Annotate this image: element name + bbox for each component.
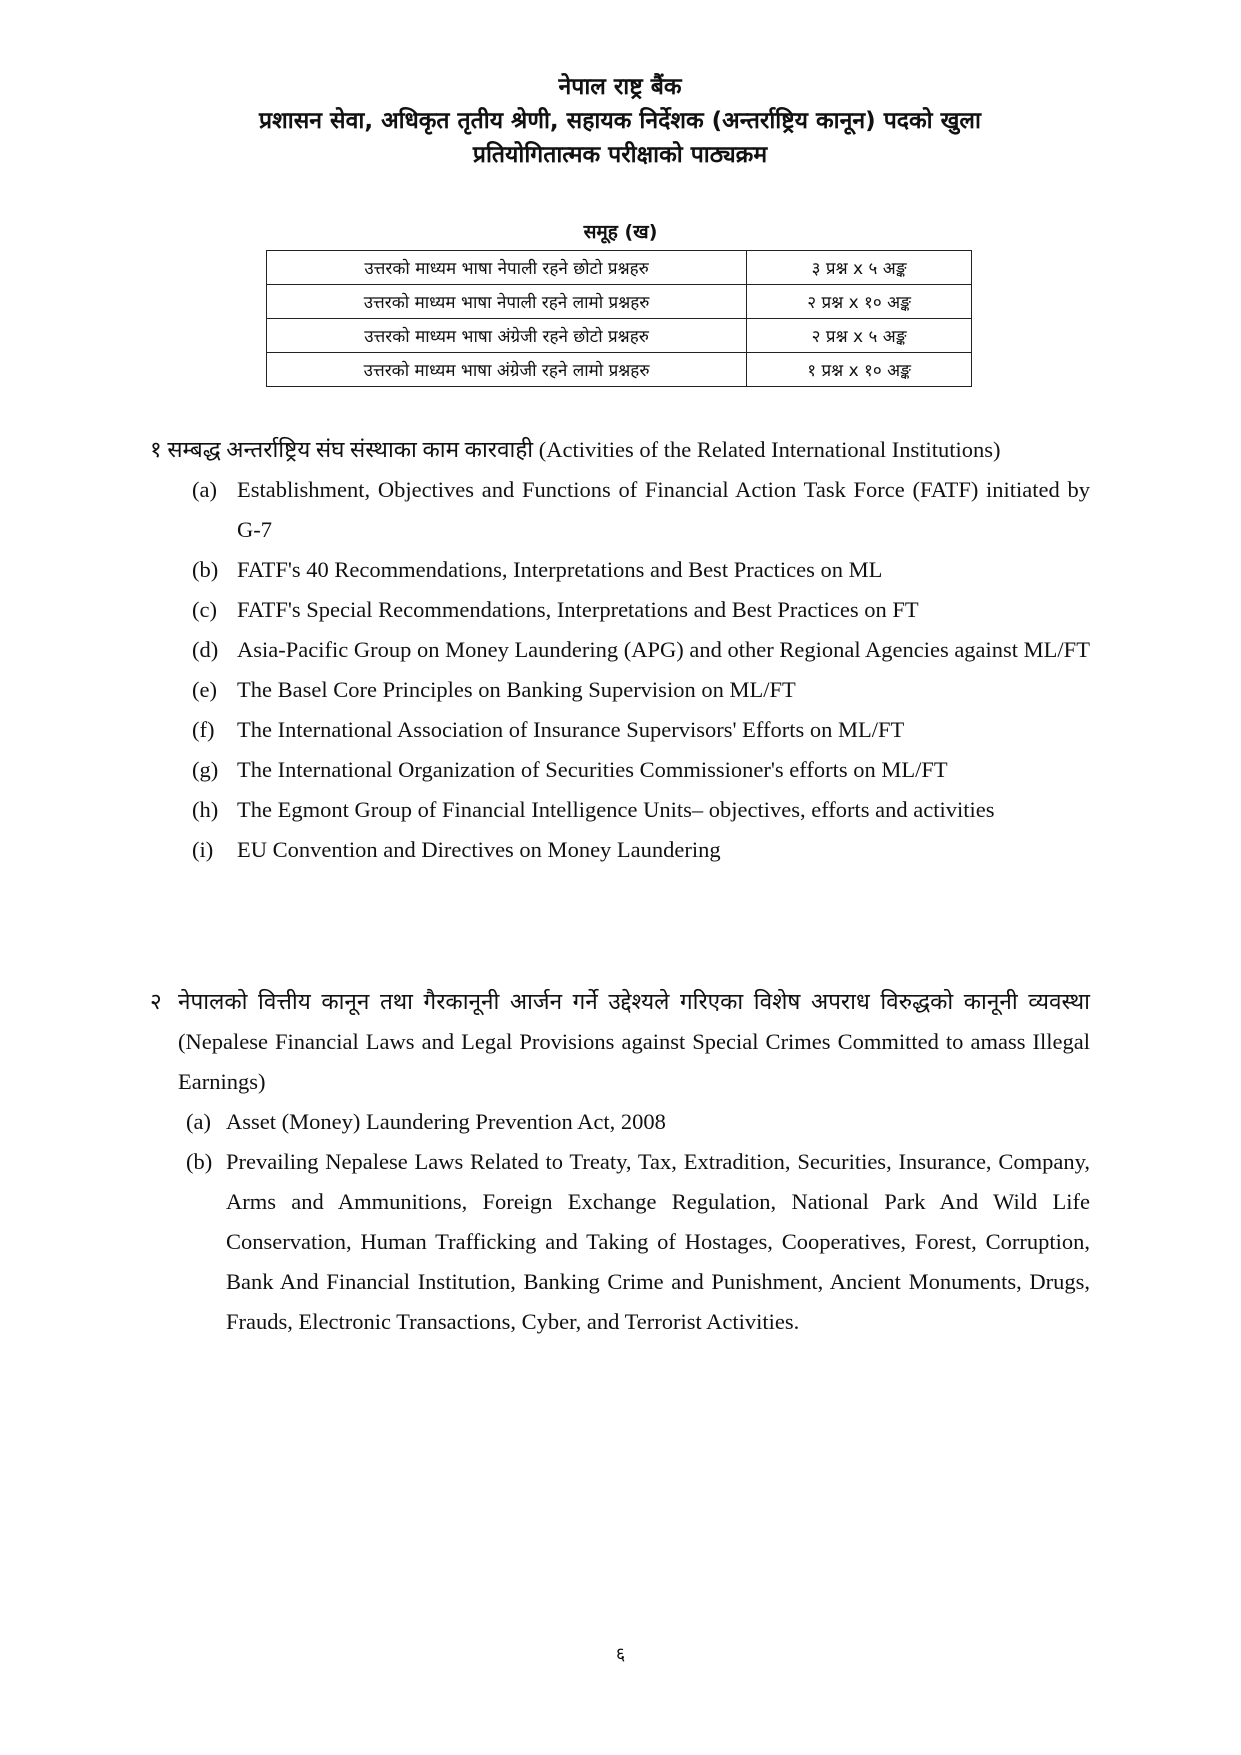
item-label: (a): [186, 1109, 211, 1134]
item-label: (c): [192, 597, 217, 622]
section-2-heading-text: नेपालको वित्तीय कानून तथा गैरकानूनी आर्जन गर्ने उद्देश्यले गरिएका विशेष अपराध विरुद्धको कानूनी व्यवस्था (Nepalese Financial Laws and Legal Provisions against Special Crimes Committed to amass Illegal Earnings): [178, 989, 1090, 1094]
marks-cell: ३ प्रश्न x ५ अङ्क: [747, 251, 972, 285]
section-2: [150, 982, 1090, 1342]
item-label: (d): [192, 637, 219, 662]
section-1-heading: १ सम्बद्ध अन्तर्राष्ट्रिय संघ संस्थाका काम कारवाही (Activities of the Related International Institutions): [150, 437, 1001, 462]
question-type-cell: उत्तरको माध्यम भाषा नेपाली रहने छोटो प्रश्नहरु: [267, 251, 747, 285]
table-row: [267, 285, 972, 319]
section-1-list: [192, 470, 1090, 870]
item-text: The Basel Core Principles on Banking Supervision on ML/FT: [237, 677, 796, 702]
list-item: [192, 630, 1090, 670]
section-2-number: २: [150, 989, 162, 1014]
marks-table: [266, 250, 972, 387]
section-2-list: [186, 1102, 1090, 1342]
header-organization: नेपाल राष्ट्र बैंक: [558, 74, 682, 100]
table-row: [267, 319, 972, 353]
marks-cell: १ प्रश्न x १० अङ्क: [747, 353, 972, 387]
list-item: [186, 1102, 1090, 1142]
document-header: [150, 70, 1090, 172]
page-number: ६: [615, 1644, 626, 1665]
item-text: Asia-Pacific Group on Money Laundering (APG) and other Regional Agencies against ML/FT: [237, 637, 1090, 662]
list-item: [192, 830, 1090, 870]
item-label: (b): [186, 1149, 213, 1174]
list-item: [192, 670, 1090, 710]
question-type-cell: उत्तरको माध्यम भाषा अंग्रेजी रहने लामो प्रश्नहरु: [267, 353, 747, 387]
marks-cell: २ प्रश्न x ५ अङ्क: [747, 319, 972, 353]
list-item: [192, 590, 1090, 630]
item-text: Prevailing Nepalese Laws Related to Treaty, Tax, Extradition, Securities, Insurance, Company, Arms and Ammunitions, Foreign Exchange Regulation, National Park And Wild Life Conservation, Human Trafficking and Taking of Hostages, Cooperatives, Forest, Corruption, Bank And Financial Institution, Banking Crime and Punishment, Ancient Monuments, Drugs, Frauds, Electronic Transactions, Cyber, and Terrorist Activities.: [226, 1149, 1090, 1334]
header-title: प्रशासन सेवा, अधिकृत तृतीय श्रेणी, सहायक निर्देशक (अन्तर्राष्ट्रिय कानून) पदको खुला: [259, 108, 981, 134]
item-label: (e): [192, 677, 217, 702]
item-label: (i): [192, 837, 214, 862]
section-1: [150, 430, 1090, 870]
item-label: (h): [192, 797, 219, 822]
list-item: [192, 790, 1090, 830]
item-text: Establishment, Objectives and Functions of Financial Action Task Force (FATF) initiated by G-7: [237, 477, 1090, 542]
list-item: [192, 710, 1090, 750]
item-text: FATF's Special Recommendations, Interpretations and Best Practices on FT: [237, 597, 919, 622]
item-text: EU Convention and Directives on Money Laundering: [237, 837, 721, 862]
header-subtitle: प्रतियोगितात्मक परीक्षाको पाठ्यक्रम: [472, 142, 768, 168]
item-text: The International Organization of Securities Commissioner's efforts on ML/FT: [237, 757, 948, 782]
group-title: समूह (ख): [583, 221, 658, 243]
table-row: [267, 353, 972, 387]
item-label: (g): [192, 757, 219, 782]
list-item: [192, 750, 1090, 790]
question-type-cell: उत्तरको माध्यम भाषा नेपाली रहने लामो प्रश्नहरु: [267, 285, 747, 319]
item-text: The International Association of Insurance Supervisors' Efforts on ML/FT: [237, 717, 905, 742]
item-text: FATF's 40 Recommendations, Interpretations and Best Practices on ML: [237, 557, 883, 582]
list-item: [192, 470, 1090, 550]
list-item: [192, 550, 1090, 590]
marks-cell: २ प्रश्न x १० अङ्क: [747, 285, 972, 319]
item-text: Asset (Money) Laundering Prevention Act, 2008: [226, 1109, 666, 1134]
list-item: [186, 1142, 1090, 1342]
item-text: The Egmont Group of Financial Intelligence Units– objectives, efforts and activities: [237, 797, 995, 822]
item-label: (b): [192, 557, 219, 582]
section-2-heading: [150, 982, 1090, 1102]
table-row: [267, 251, 972, 285]
item-label: (f): [192, 717, 215, 742]
item-label: (a): [192, 477, 217, 502]
question-type-cell: उत्तरको माध्यम भाषा अंग्रेजी रहने छोटो प्रश्नहरु: [267, 319, 747, 353]
